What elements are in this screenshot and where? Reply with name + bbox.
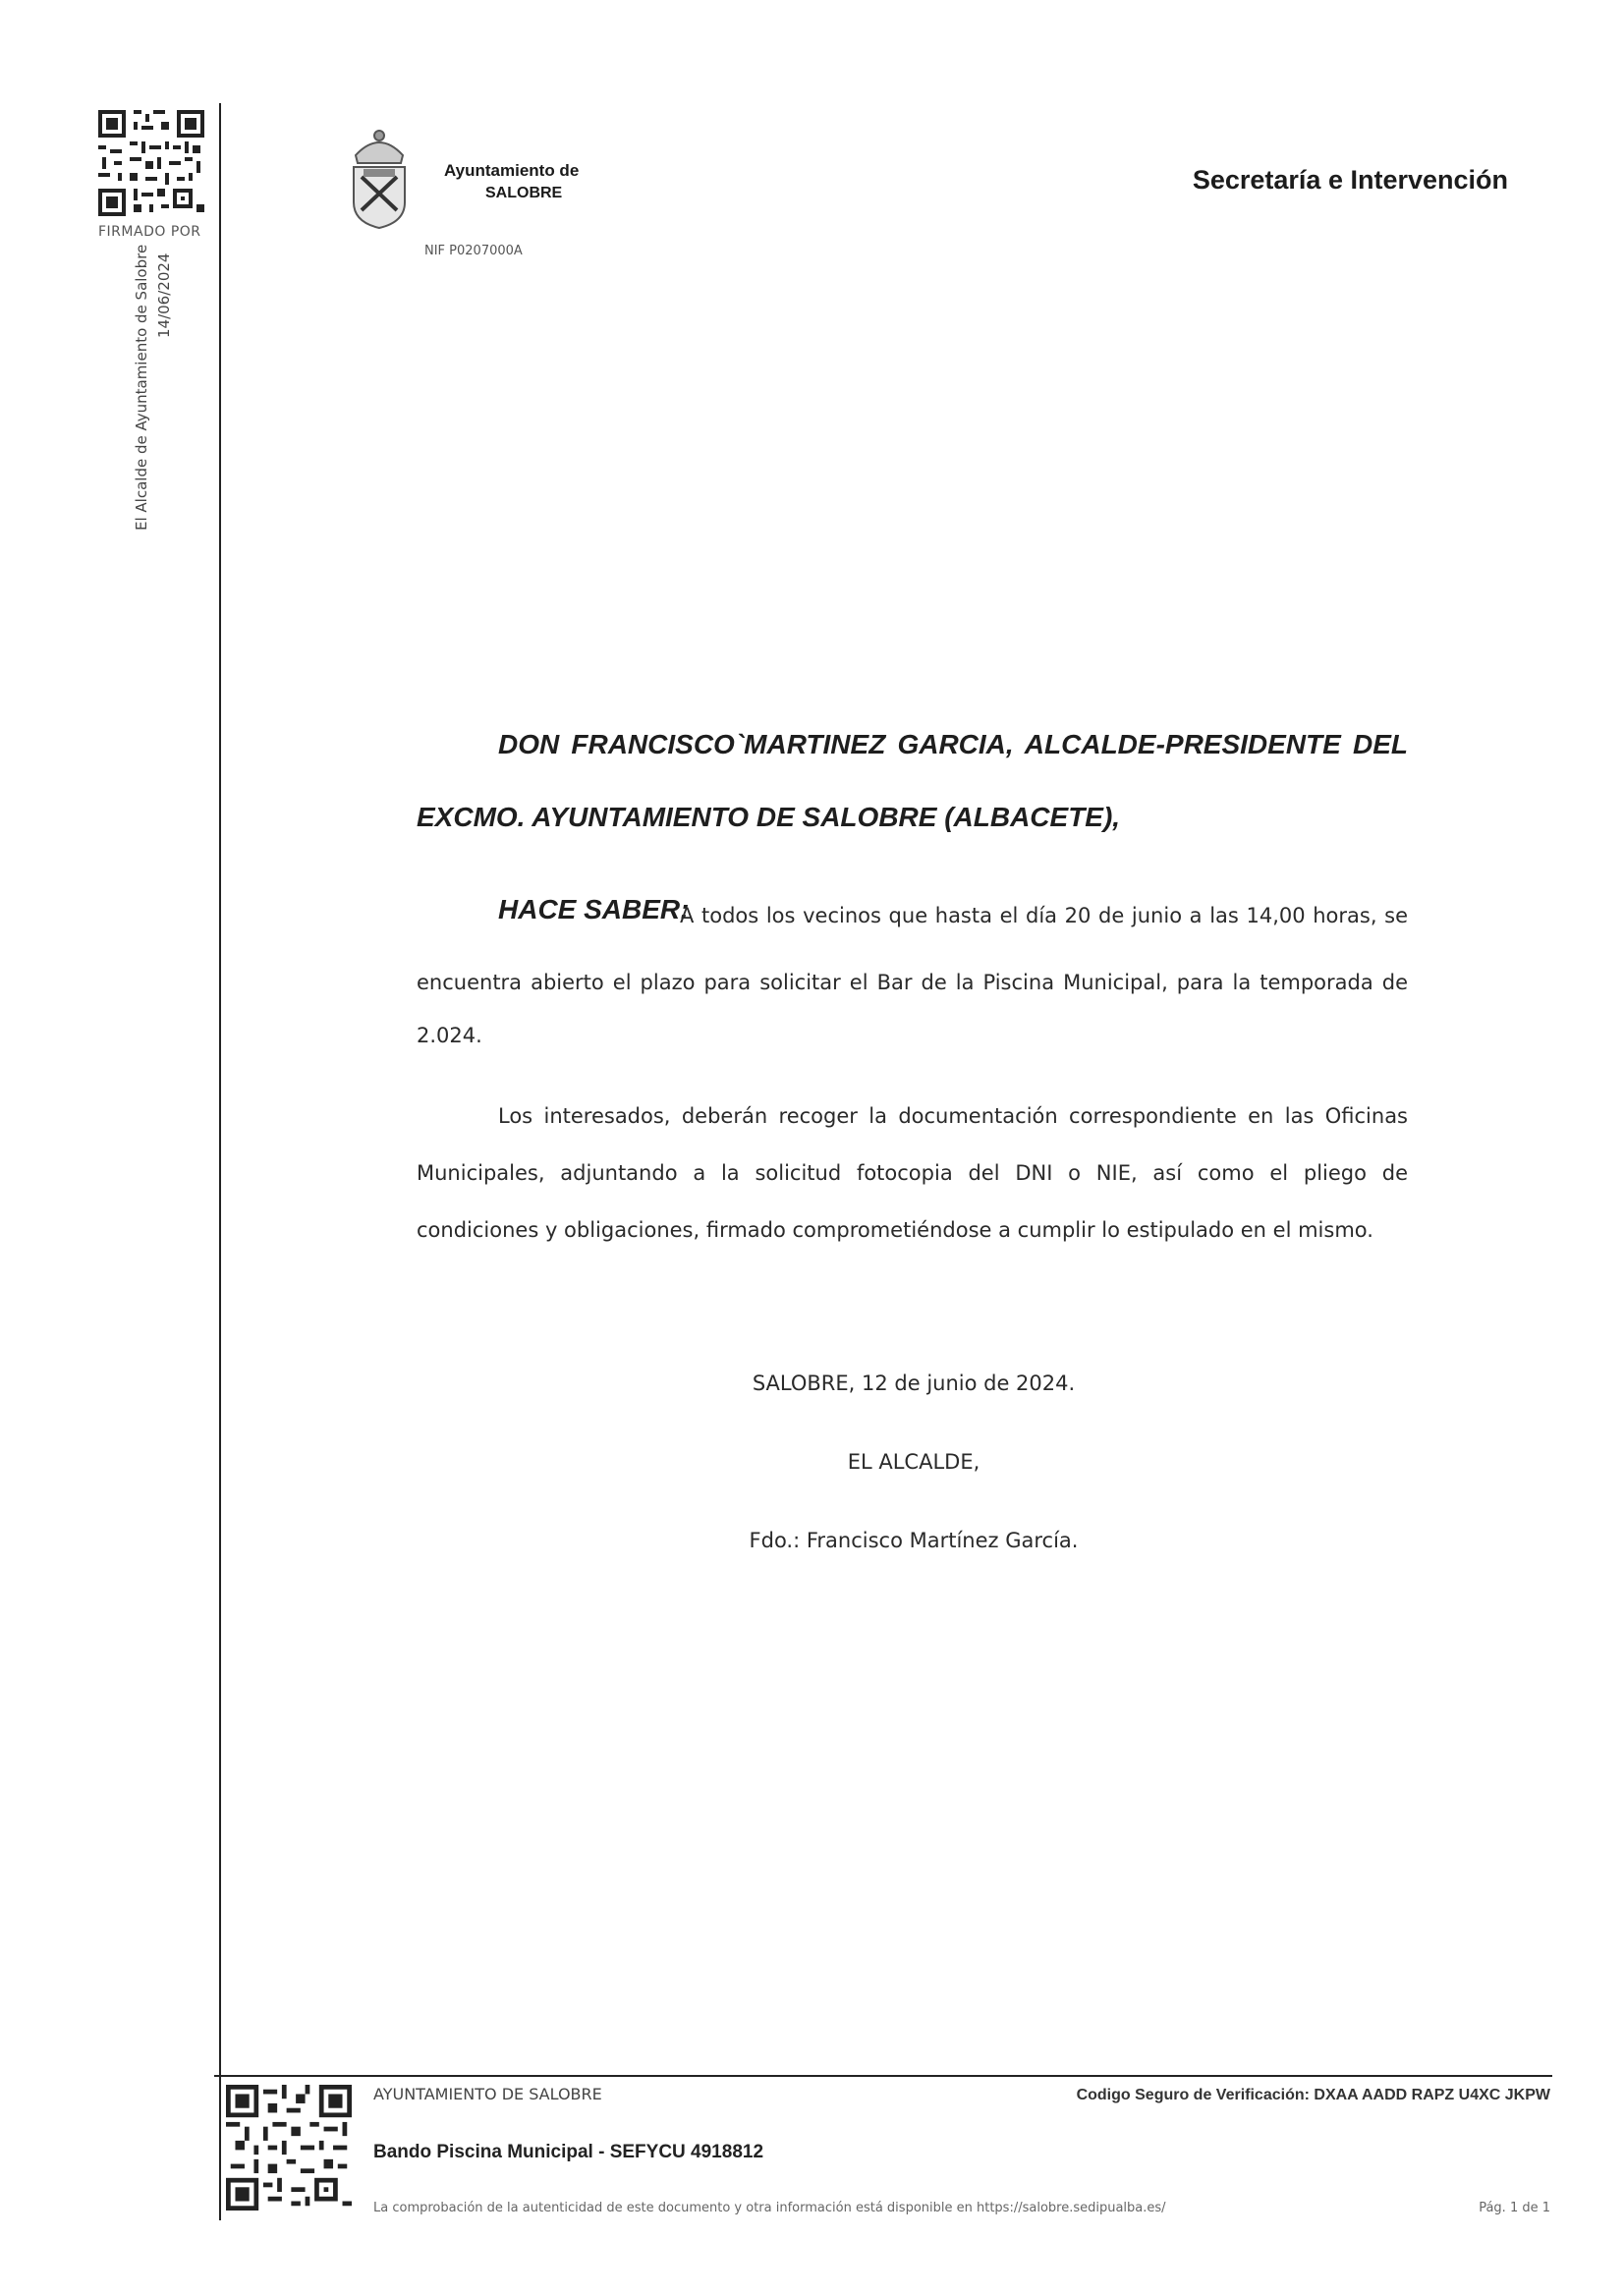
margin-divider bbox=[219, 103, 221, 2220]
page-number: Pág. 1 de 1 bbox=[1479, 2201, 1550, 2215]
paragraph1-line3: 2.024. bbox=[417, 1024, 482, 1047]
org-name-line2: SALOBRE bbox=[485, 185, 563, 201]
footer-org: AYUNTAMIENTO DE SALOBRE bbox=[373, 2085, 602, 2103]
place-and-date: SALOBRE, 12 de junio de 2024. bbox=[752, 1371, 1076, 1395]
paragraph1-line1: A todos los vecinos que hasta el día 20 de junio a las 14,00 horas, se bbox=[680, 904, 1408, 927]
paragraph1-line2: encuentra abierto el plazo para solicitar el Bar de la Piscina Municipal, para la temporada de bbox=[417, 971, 1408, 994]
paragraph2-line3: condiciones y obligaciones, firmado comprometiéndose a cumplir lo estipulado en el mismo. bbox=[417, 1218, 1373, 1242]
signed-by-label: FIRMADO POR bbox=[98, 224, 201, 240]
footer-divider bbox=[214, 2075, 1552, 2077]
nif: NIF P0207000A bbox=[424, 244, 523, 258]
signature-line: Fdo.: Francisco Martínez García. bbox=[749, 1529, 1079, 1552]
signature-qr-code bbox=[98, 110, 204, 216]
heading-line2: EXCMO. AYUNTAMIENTO DE SALOBRE (ALBACETE), bbox=[417, 802, 1121, 832]
hace-saber-label: HACE SABER: bbox=[498, 894, 690, 924]
org-name-line1: Ayuntamiento de bbox=[444, 161, 580, 180]
paragraph2-line2: Municipales, adjuntando a la solicitud fotocopia del DNI o NIE, así como el pliego de bbox=[417, 1161, 1408, 1185]
signer-text: El Alcalde de Ayuntamiento de Salobre bbox=[133, 244, 150, 531]
verification-code: Codigo Seguro de Verificación: DXAA AADD RAPZ U4XC JKPW bbox=[1076, 2087, 1550, 2103]
heading-line1: DON FRANCISCO`MARTINEZ GARCIA, ALCALDE-PRESIDENTE DEL bbox=[498, 729, 1408, 759]
verification-qr-code bbox=[226, 2085, 352, 2211]
department-title: Secretaría e Intervención bbox=[1192, 165, 1508, 195]
paragraph2-line1: Los interesados, deberán recoger la documentación correspondiente en las Oficinas bbox=[498, 1104, 1408, 1128]
verification-note: La comprobación de la autenticidad de este documento y otra información está disponible en https://salobre.sedipualba.es/ bbox=[373, 2201, 1166, 2215]
signer-role: EL ALCALDE, bbox=[847, 1450, 980, 1474]
coat-of-arms-logo bbox=[344, 126, 415, 236]
signature-date: 14/06/2024 bbox=[155, 252, 173, 338]
footer-doc-title: Bando Piscina Municipal - SEFYCU 4918812 bbox=[373, 2142, 764, 2162]
